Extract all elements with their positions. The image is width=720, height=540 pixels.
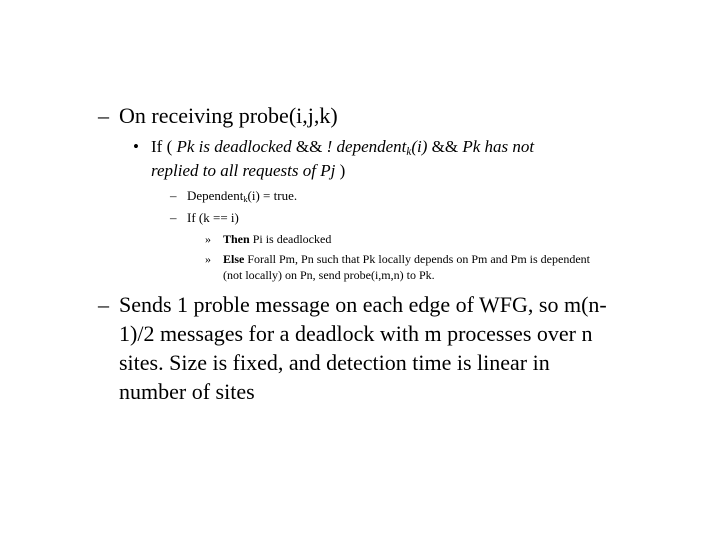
condition-has-not: Pk has not	[462, 137, 535, 156]
then-text: Pi is deadlocked	[249, 232, 332, 246]
guillemet-bullet: »	[205, 232, 211, 246]
probe-receive-heading: On receiving probe(i,j,k)	[119, 103, 338, 128]
sends-message-line-4: number of sites	[119, 379, 255, 404]
dash-bullet: –	[170, 188, 177, 203]
condition-replied: replied to all requests of Pj	[151, 161, 340, 180]
if-k-equals-i-line: If (k == i)	[187, 210, 239, 225]
dash-bullet: –	[170, 210, 177, 225]
dependent-subscript: k	[243, 194, 248, 205]
and-operator: &&	[295, 137, 327, 156]
else-text: Forall Pm, Pn such that Pk locally depends on Pm and Pm is dependent	[244, 252, 590, 266]
else-line-1	[223, 252, 590, 267]
if-close-text: )	[339, 161, 346, 180]
sends-message-line-3: sites. Size is fixed, and detection time is linear in	[119, 350, 550, 375]
dash-bullet: –	[98, 292, 109, 317]
dash-bullet: –	[98, 103, 109, 128]
if-open-text: If (	[151, 137, 177, 156]
then-line	[223, 232, 331, 247]
sends-message-line-1: Sends 1 proble message on each edge of WFG, so m(n-	[119, 292, 607, 317]
not-dependent-text: ! dependent	[326, 137, 407, 156]
else-line-2: (not locally) on Pn, send probe(i,m,n) to Pk.	[223, 268, 435, 282]
else-keyword: Else	[223, 252, 245, 266]
condition-not-dependent	[327, 137, 432, 156]
sends-message-line-2: 1)/2 messages for a deadlock with m processes over n	[119, 321, 593, 346]
if-condition-line-1	[151, 137, 534, 157]
then-keyword: Then	[223, 232, 250, 246]
dependent-true-line	[187, 188, 297, 204]
if-condition-line-2	[151, 161, 345, 181]
dependent-tail: (i) = true.	[247, 188, 298, 203]
dependent-text: Dependent	[187, 188, 244, 203]
not-dependent-subscript: k	[406, 145, 412, 158]
not-dependent-tail: (i)	[411, 137, 432, 156]
condition-deadlocked: Pk is deadlocked	[176, 137, 296, 156]
guillemet-bullet: »	[205, 252, 211, 266]
and-operator: &&	[431, 137, 463, 156]
dot-bullet: •	[133, 137, 139, 156]
